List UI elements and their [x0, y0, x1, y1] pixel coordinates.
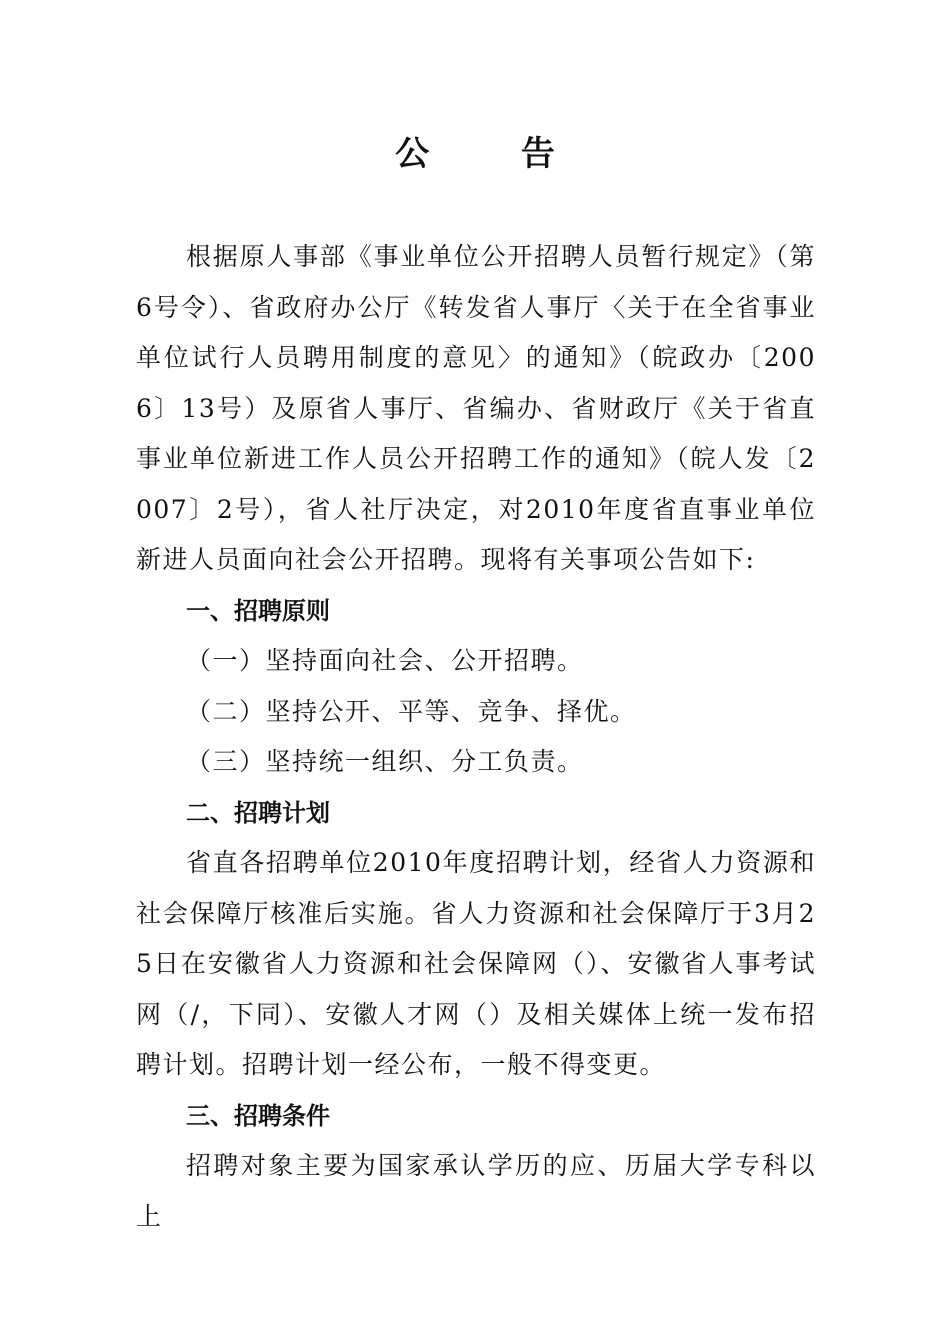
- plan-paragraph: 省直各招聘单位2010年度招聘计划，经省人力资源和社会保障厅核准后实施。省人力资源和社会保障厅于3月25日在安徽省人力资源和社会保障网（）、安徽省人事考试网（/，下同）、安徽人才网（）及相关媒体上统一发布招聘计划。招聘计划一经公布，一般不得变更。: [136, 848, 816, 1079]
- intro-paragraph: 根据原人事部《事业单位公开招聘人员暂行规定》（第6号令）、省政府办公厅《转发省人事厅〈关于在全省事业单位试行人员聘用制度的意见〉的通知》（皖政办〔2006〕13号）及原省人事厅、省编办、省财政厅《关于省直事业单位新进工作人员公开招聘工作的通知》（皖人发〔2007〕2号），省人社厅决定，对2010年度省直事业单位新进人员面向社会公开招聘。现将有关事项公告如下:: [136, 242, 816, 574]
- section-heading-principles: 一、招聘原则: [186, 596, 330, 625]
- document-title: 公 告: [395, 134, 595, 174]
- principle-item-3: （三）坚持统一组织、分工负责。: [186, 747, 584, 776]
- document-body: [136, 232, 816, 1242]
- principle-item-2: （二）坚持公开、平等、竞争、择优。: [186, 696, 637, 726]
- principle-item-1: （一）坚持面向社会、公开招聘。: [186, 646, 584, 675]
- section-heading-conditions: 三、招聘条件: [186, 1101, 330, 1130]
- section-heading-plan: 二、招聘计划: [186, 798, 330, 827]
- conditions-paragraph: 招聘对象主要为国家承认学历的应、历届大学专科以上: [136, 1151, 816, 1231]
